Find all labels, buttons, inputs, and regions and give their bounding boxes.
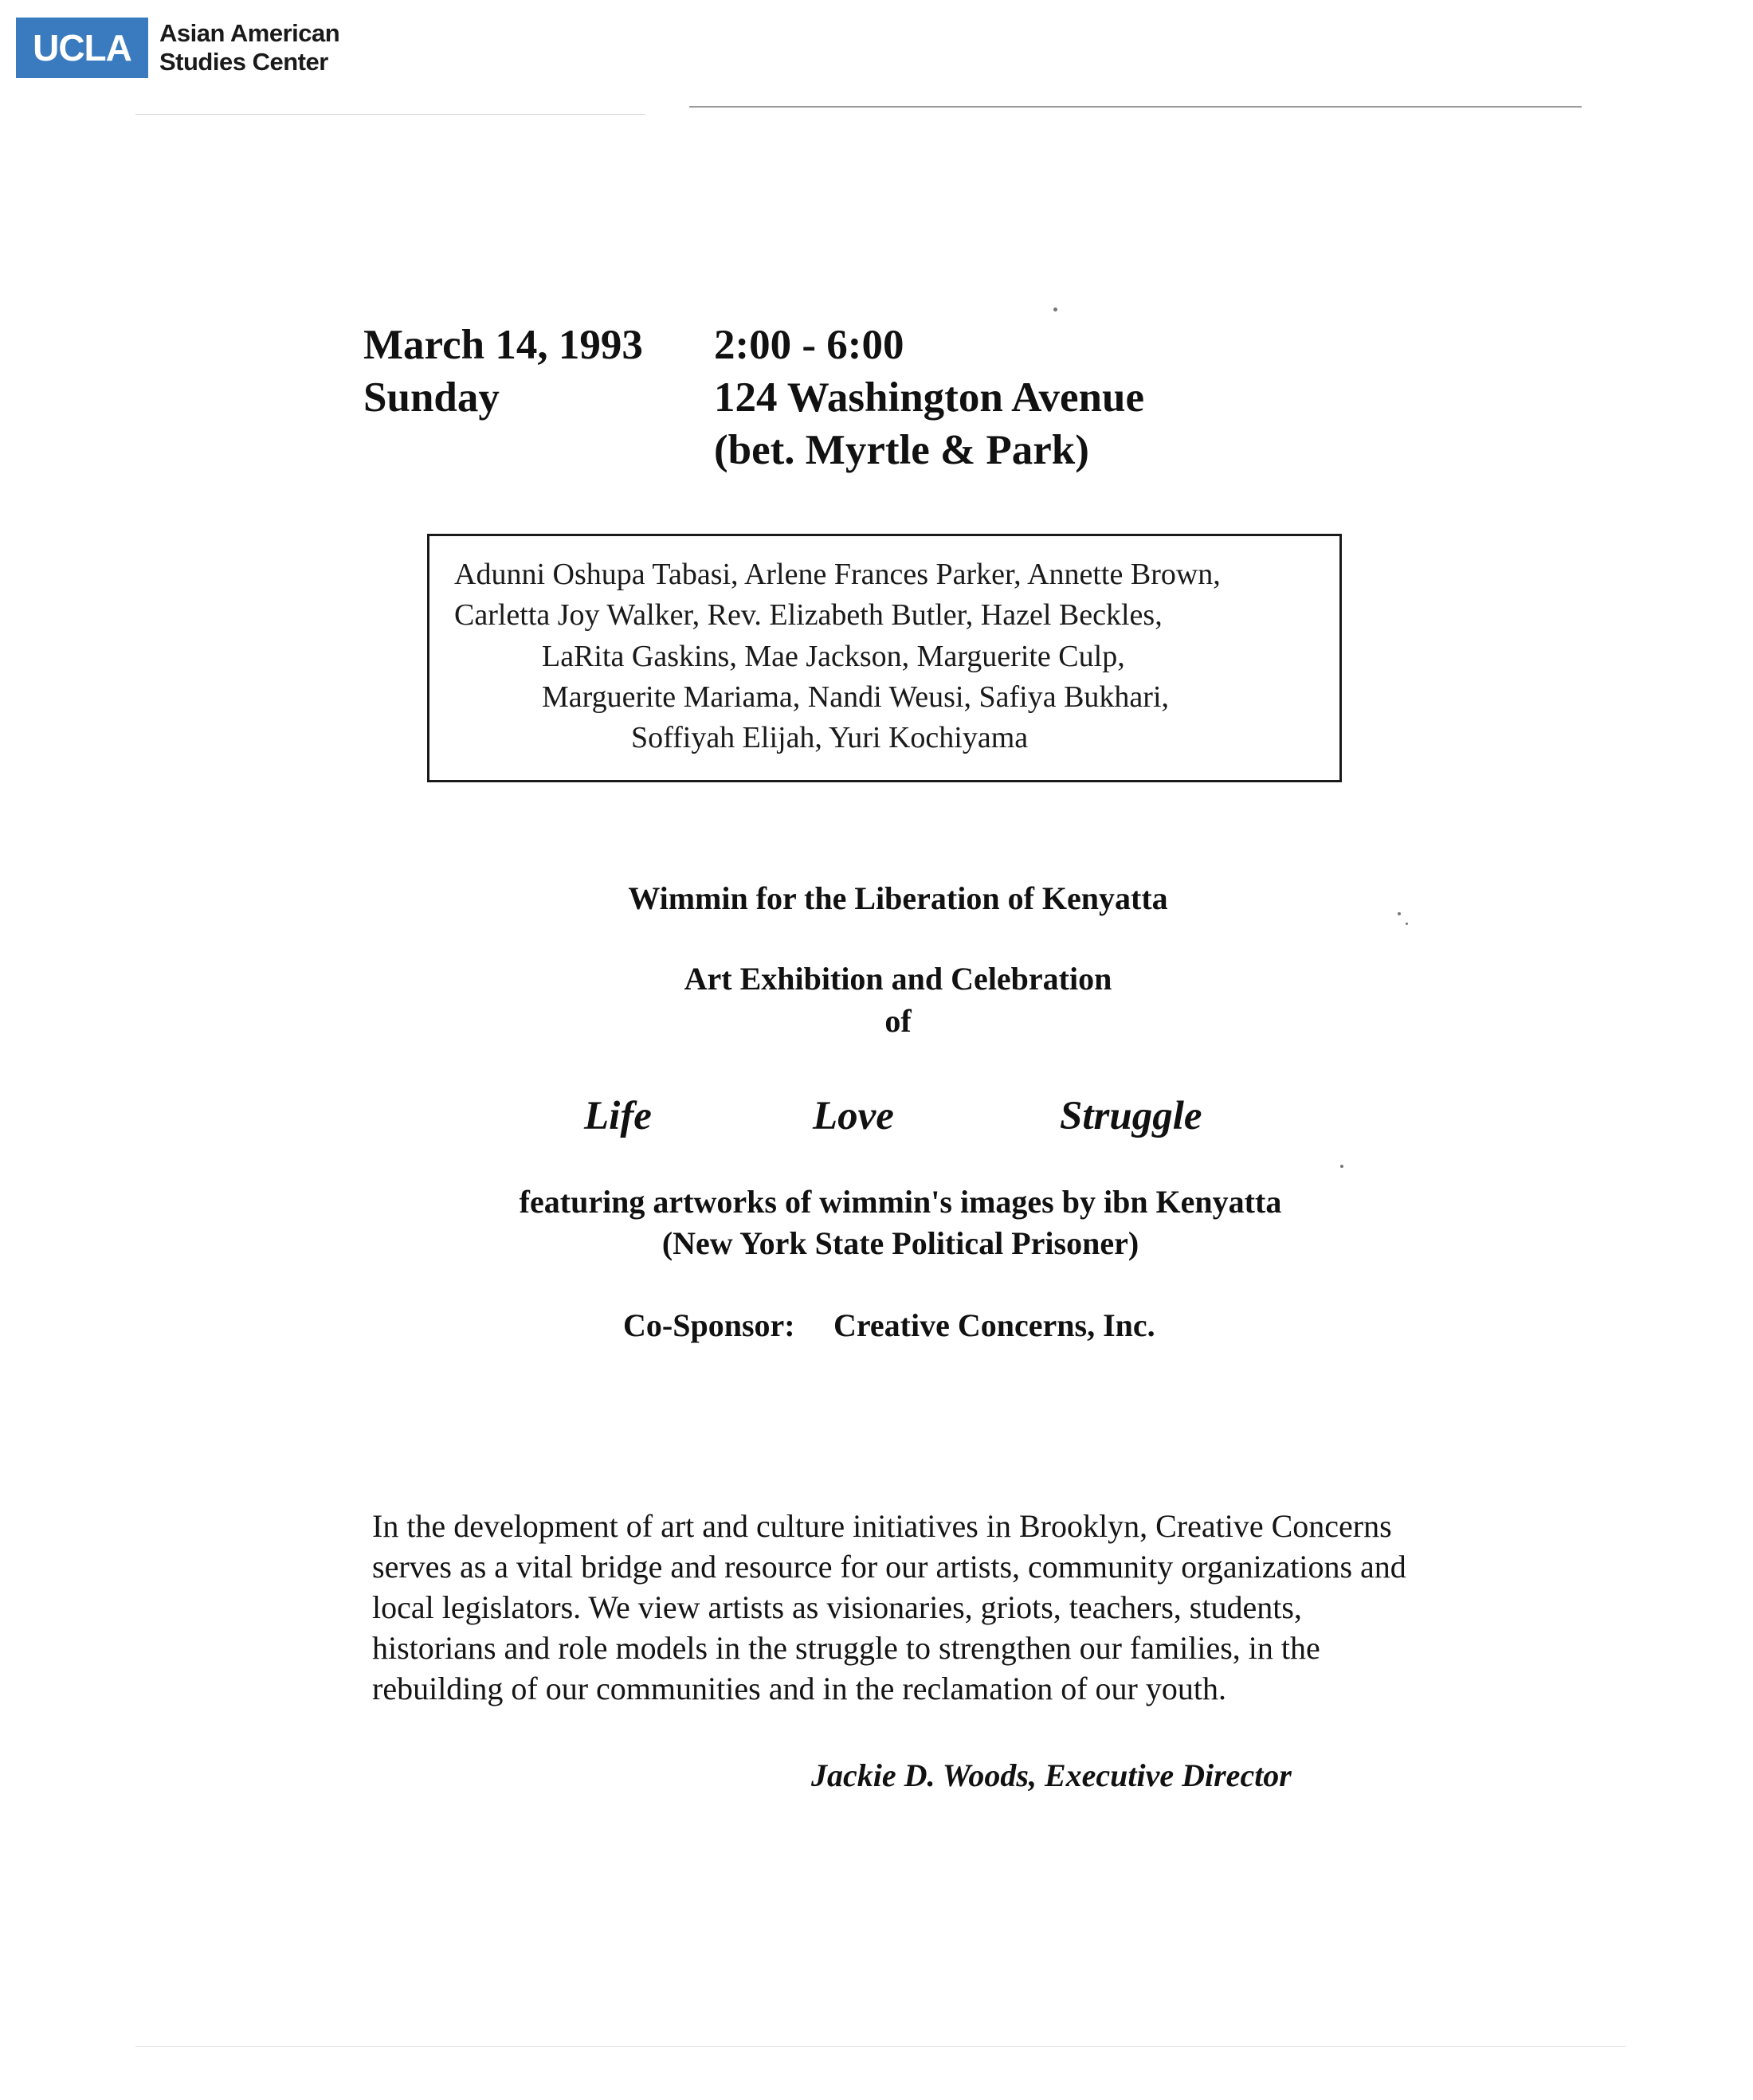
logo-mark: UCLA xyxy=(33,27,131,69)
center-name-line2: Studies Center xyxy=(159,48,328,76)
event-day: Sunday xyxy=(363,374,500,421)
signature: Jackie D. Woods, Executive Director xyxy=(811,1757,1292,1793)
featuring-line: featuring artworks of wimmin's images by ibn Kenyatta xyxy=(519,1184,1282,1220)
event-address: 124 Washington Avenue xyxy=(714,374,1144,421)
scan-rule-top-right xyxy=(689,106,1582,108)
organizer-heading: Wimmin for the Liberation of Kenyatta xyxy=(628,880,1168,916)
cosponsor-name: Creative Concerns, Inc. xyxy=(833,1307,1155,1343)
statement-line: In the development of art and culture initiatives in Brooklyn, Creative Concerns xyxy=(372,1508,1392,1544)
statement-line: rebuilding of our communities and in the reclamation of our youth. xyxy=(372,1671,1226,1706)
statement-line: serves as a vital bridge and resource for our artists, community organizations and xyxy=(372,1549,1406,1585)
theme-struggle: Struggle xyxy=(1060,1094,1202,1138)
center-name-line1: Asian American xyxy=(159,19,340,47)
participants-line: Soffiyah Elijah, Yuri Kochiyama xyxy=(631,721,1029,754)
statement-line: historians and role models in the struggle to strengthen our families, in the xyxy=(372,1630,1320,1666)
scan-rule-bottom xyxy=(135,2046,1626,2047)
statement-paragraph xyxy=(372,1506,1512,1709)
theme-life: Life xyxy=(584,1094,652,1138)
theme-love: Love xyxy=(813,1094,894,1138)
participants-line: Carletta Joy Walker, Rev. Elizabeth Butler, Hazel Beckles, xyxy=(454,598,1163,632)
scan-rule-top-left xyxy=(135,114,645,115)
statement-line: local legislators. We view artists as visionaries, griots, teachers, students, xyxy=(372,1589,1302,1625)
ucla-logo xyxy=(16,18,148,78)
event-time: 2:00 - 6:00 xyxy=(714,322,904,368)
prisoner-subtitle: (New York State Political Prisoner) xyxy=(661,1225,1139,1261)
event-date: March 14, 1993 xyxy=(363,322,643,368)
participants-line: Marguerite Mariama, Nandi Weusi, Safiya Bukhari, xyxy=(542,680,1169,714)
exhibition-title-of: of xyxy=(884,1003,912,1039)
event-cross-streets: (bet. Myrtle & Park) xyxy=(714,427,1089,473)
participants-line: Adunni Oshupa Tabasi, Arlene Frances Parker, Annette Brown, xyxy=(454,558,1221,591)
scan-speck xyxy=(1053,308,1057,311)
cosponsor-label: Co-Sponsor: xyxy=(623,1307,795,1343)
scan-speck xyxy=(1406,923,1408,925)
exhibition-title: Art Exhibition and Celebration xyxy=(684,961,1112,997)
participants-line: LaRita Gaskins, Mae Jackson, Marguerite Culp, xyxy=(542,640,1125,673)
event-time-location-block xyxy=(714,319,1144,476)
scan-speck xyxy=(1340,1165,1343,1168)
event-date-block xyxy=(363,319,643,424)
center-name xyxy=(159,19,339,76)
